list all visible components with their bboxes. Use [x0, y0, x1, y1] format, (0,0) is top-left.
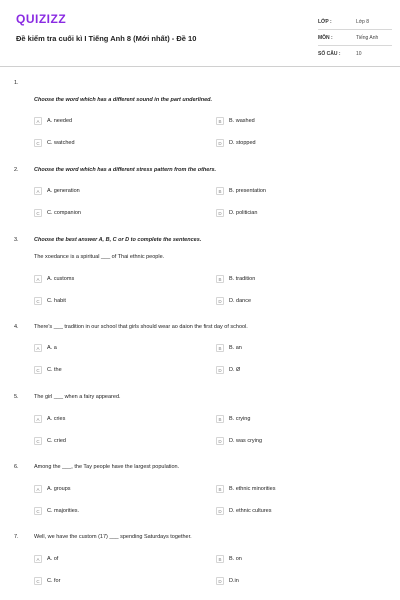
option-d[interactable] — [216, 577, 239, 585]
option-letter: B — [216, 555, 224, 563]
question-number: 6. — [14, 464, 19, 470]
meta-label: MÔN : — [318, 34, 333, 41]
document-title: Đề kiểm tra cuối kì I Tiếng Anh 8 (Mới nhất) - Đề 10 — [16, 34, 197, 43]
option-text: B. an — [229, 345, 242, 351]
option-letter: B — [216, 485, 224, 493]
option-letter: D — [216, 139, 224, 147]
option-letter: B — [216, 275, 224, 283]
option-d[interactable] — [216, 507, 272, 515]
option-c[interactable] — [34, 209, 81, 217]
option-text: C. cried — [47, 438, 66, 444]
option-d[interactable] — [216, 139, 256, 147]
option-text: B. tradition — [229, 276, 256, 282]
option-text: B. ethnic minorities — [229, 486, 276, 492]
option-text: D. was crying — [229, 438, 263, 444]
option-letter: A — [34, 187, 42, 195]
option-a[interactable] — [34, 415, 65, 423]
option-letter: D — [216, 577, 224, 585]
option-text: C. majorities. — [47, 508, 80, 514]
option-text: A. generation — [47, 188, 80, 194]
option-text: A. needed — [47, 118, 73, 124]
meta-label: LỚP : — [318, 18, 332, 25]
question-sentence: The xoedance is a spiritual ___ of Thai ethnic people. — [34, 254, 165, 260]
option-a[interactable] — [34, 275, 74, 283]
option-a[interactable] — [34, 117, 72, 125]
question-number: 4. — [14, 324, 19, 330]
option-letter: A — [34, 117, 42, 125]
option-b[interactable] — [216, 344, 242, 352]
question-text: Choose the best answer A, B, C or D to complete the sentences. — [34, 237, 202, 243]
option-b[interactable] — [216, 275, 255, 283]
question-text: Among the ___, the Tay people have the largest population. — [34, 464, 180, 470]
question-number: 1. — [14, 80, 19, 86]
option-d[interactable] — [216, 297, 251, 305]
option-text: A. cries — [47, 416, 66, 422]
option-letter: B — [216, 415, 224, 423]
option-a[interactable] — [34, 344, 57, 352]
option-text: C. the — [47, 367, 62, 373]
quizizz-logo: QUIZIZZ — [16, 12, 67, 26]
question-text: Choose the word which has a different stress pattern from the others. — [34, 167, 217, 173]
option-letter: D — [216, 437, 224, 445]
option-a[interactable] — [34, 485, 71, 493]
option-letter: A — [34, 275, 42, 283]
meta-label: SỐ CÂU : — [318, 50, 341, 57]
option-d[interactable] — [216, 209, 257, 217]
option-letter: A — [34, 485, 42, 493]
option-letter: A — [34, 555, 42, 563]
option-letter: C — [34, 366, 42, 374]
option-letter: D — [216, 209, 224, 217]
option-letter: C — [34, 437, 42, 445]
option-d[interactable] — [216, 437, 262, 445]
option-b[interactable] — [216, 187, 266, 195]
option-a[interactable] — [34, 555, 58, 563]
option-text: B. presentation — [229, 188, 266, 194]
meta-row-subject — [318, 30, 392, 46]
option-text: C. habit — [47, 298, 66, 304]
option-letter: A — [34, 344, 42, 352]
meta-value: 10 — [356, 50, 362, 57]
option-text: B. crying — [229, 416, 251, 422]
option-d[interactable] — [216, 366, 240, 374]
option-text: A. of — [47, 556, 59, 562]
option-text: D.in — [229, 578, 239, 584]
option-letter: C — [34, 209, 42, 217]
option-letter: C — [34, 507, 42, 515]
header-divider — [0, 66, 400, 67]
meta-value: Lớp 8 — [356, 18, 370, 25]
question-text: The girl ___ when a fairy appeared. — [34, 394, 121, 400]
option-c[interactable] — [34, 437, 66, 445]
option-text: A. groups — [47, 486, 71, 492]
option-text: C. companion — [47, 210, 81, 216]
option-text: B. on — [229, 556, 242, 562]
meta-box — [318, 14, 392, 61]
option-text: D. dance — [229, 298, 252, 304]
option-b[interactable] — [216, 415, 250, 423]
option-text: D. ethnic cultures — [229, 508, 272, 514]
option-letter: C — [34, 577, 42, 585]
option-text: D. stopped — [229, 140, 256, 146]
question-text: There's ___ tradition in our school that girls should wear ao daion the first day of school. — [34, 324, 248, 330]
option-text: D. politician — [229, 210, 258, 216]
option-letter: B — [216, 117, 224, 125]
question-number: 7. — [14, 534, 19, 540]
option-letter: D — [216, 507, 224, 515]
option-a[interactable] — [34, 187, 80, 195]
option-letter: B — [216, 187, 224, 195]
option-text: C. watched — [47, 140, 75, 146]
option-text: A. a — [47, 345, 57, 351]
option-b[interactable] — [216, 117, 255, 125]
option-text: C. for — [47, 578, 61, 584]
meta-value: Tiếng Anh — [356, 34, 379, 41]
option-text: D. Ø — [229, 367, 241, 373]
question-number: 2. — [14, 167, 19, 173]
option-letter: A — [34, 415, 42, 423]
option-b[interactable] — [216, 555, 242, 563]
question-number: 3. — [14, 237, 19, 243]
option-letter: D — [216, 297, 224, 305]
option-letter: C — [34, 297, 42, 305]
option-text: B. washed — [229, 118, 255, 124]
option-letter: C — [34, 139, 42, 147]
meta-row-count — [318, 46, 392, 61]
option-text: A. customs — [47, 276, 75, 282]
question-text: Choose the word which has a different sound in the part underlined. — [34, 97, 213, 103]
meta-row-class — [318, 14, 392, 30]
option-b[interactable] — [216, 485, 275, 493]
option-c[interactable] — [34, 139, 75, 147]
option-c[interactable] — [34, 577, 60, 585]
option-letter: D — [216, 366, 224, 374]
option-c[interactable] — [34, 507, 79, 515]
question-number: 5. — [14, 394, 19, 400]
option-c[interactable] — [34, 366, 62, 374]
option-letter: B — [216, 344, 224, 352]
question-text: Well, we have the custom (17) ___ spending Saturdays together. — [34, 534, 192, 540]
option-c[interactable] — [34, 297, 66, 305]
